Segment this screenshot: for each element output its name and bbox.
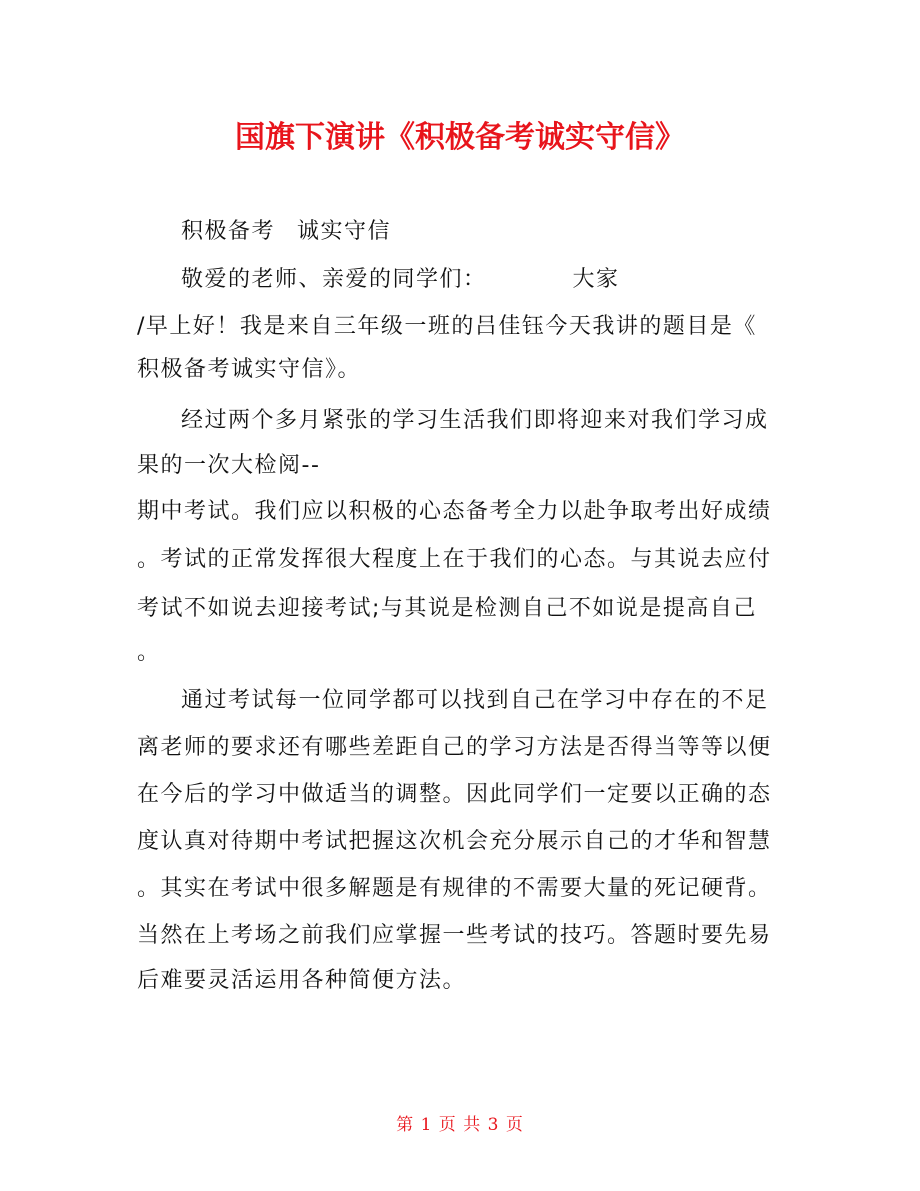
body-line: 果的一次大检阅-- — [137, 453, 321, 478]
body-line: 当然在上考场之前我们应掌握一些考试的技巧。答题时要先易 — [137, 923, 772, 948]
speech-heading — [181, 217, 391, 247]
body-line: 离老师的要求还有哪些差距自己的学习方法是否得当等等以便 — [137, 735, 772, 760]
body-line: 。考试的正常发挥很大程度上在于我们的心态。与其说去应付 — [137, 547, 772, 572]
body-line: 度认真对待期中考试把握这次机会充分展示自己的才华和智慧 — [137, 829, 772, 854]
body-line: 在今后的学习中做适当的调整。因此同学们一定要以正确的态 — [137, 782, 772, 807]
greeting-line — [181, 265, 620, 295]
page-number-footer: 第 1 页 共 3 页 — [396, 1115, 524, 1135]
body-line: 积极备考诚实守信》。 — [137, 357, 362, 382]
body-line: 。其实在考试中很多解题是有规律的不需要大量的死记硬背。 — [137, 876, 772, 901]
body-line: /早上好！我是来自三年级一班的吕佳钰今天我讲的题目是《 — [137, 314, 757, 339]
greeting-part1: 敬爱的老师、亲爱的同学们： — [181, 267, 487, 292]
body-line: 考试不如说去迎接考试;与其说是检测自己不如说是提高自己 — [137, 596, 757, 621]
body-line: 。 — [137, 640, 161, 665]
speech-heading-part2: 诚实守信 — [297, 219, 392, 244]
body-line: 经过两个多月紧张的学习生活我们即将迎来对我们学习成 — [181, 408, 769, 433]
greeting-part2: 大家 — [572, 267, 620, 292]
document-title: 国旗下演讲《积极备考诚实守信》 — [235, 120, 685, 155]
body-line: 通过考试每一位同学都可以找到自己在学习中存在的不足 — [181, 688, 769, 713]
speech-heading-part1: 积极备考 — [181, 219, 276, 244]
body-line: 期中考试。我们应以积极的心态备考全力以赴争取考出好成绩 — [137, 499, 772, 524]
body-line: 后难要灵活运用各种简便方法。 — [137, 968, 467, 993]
